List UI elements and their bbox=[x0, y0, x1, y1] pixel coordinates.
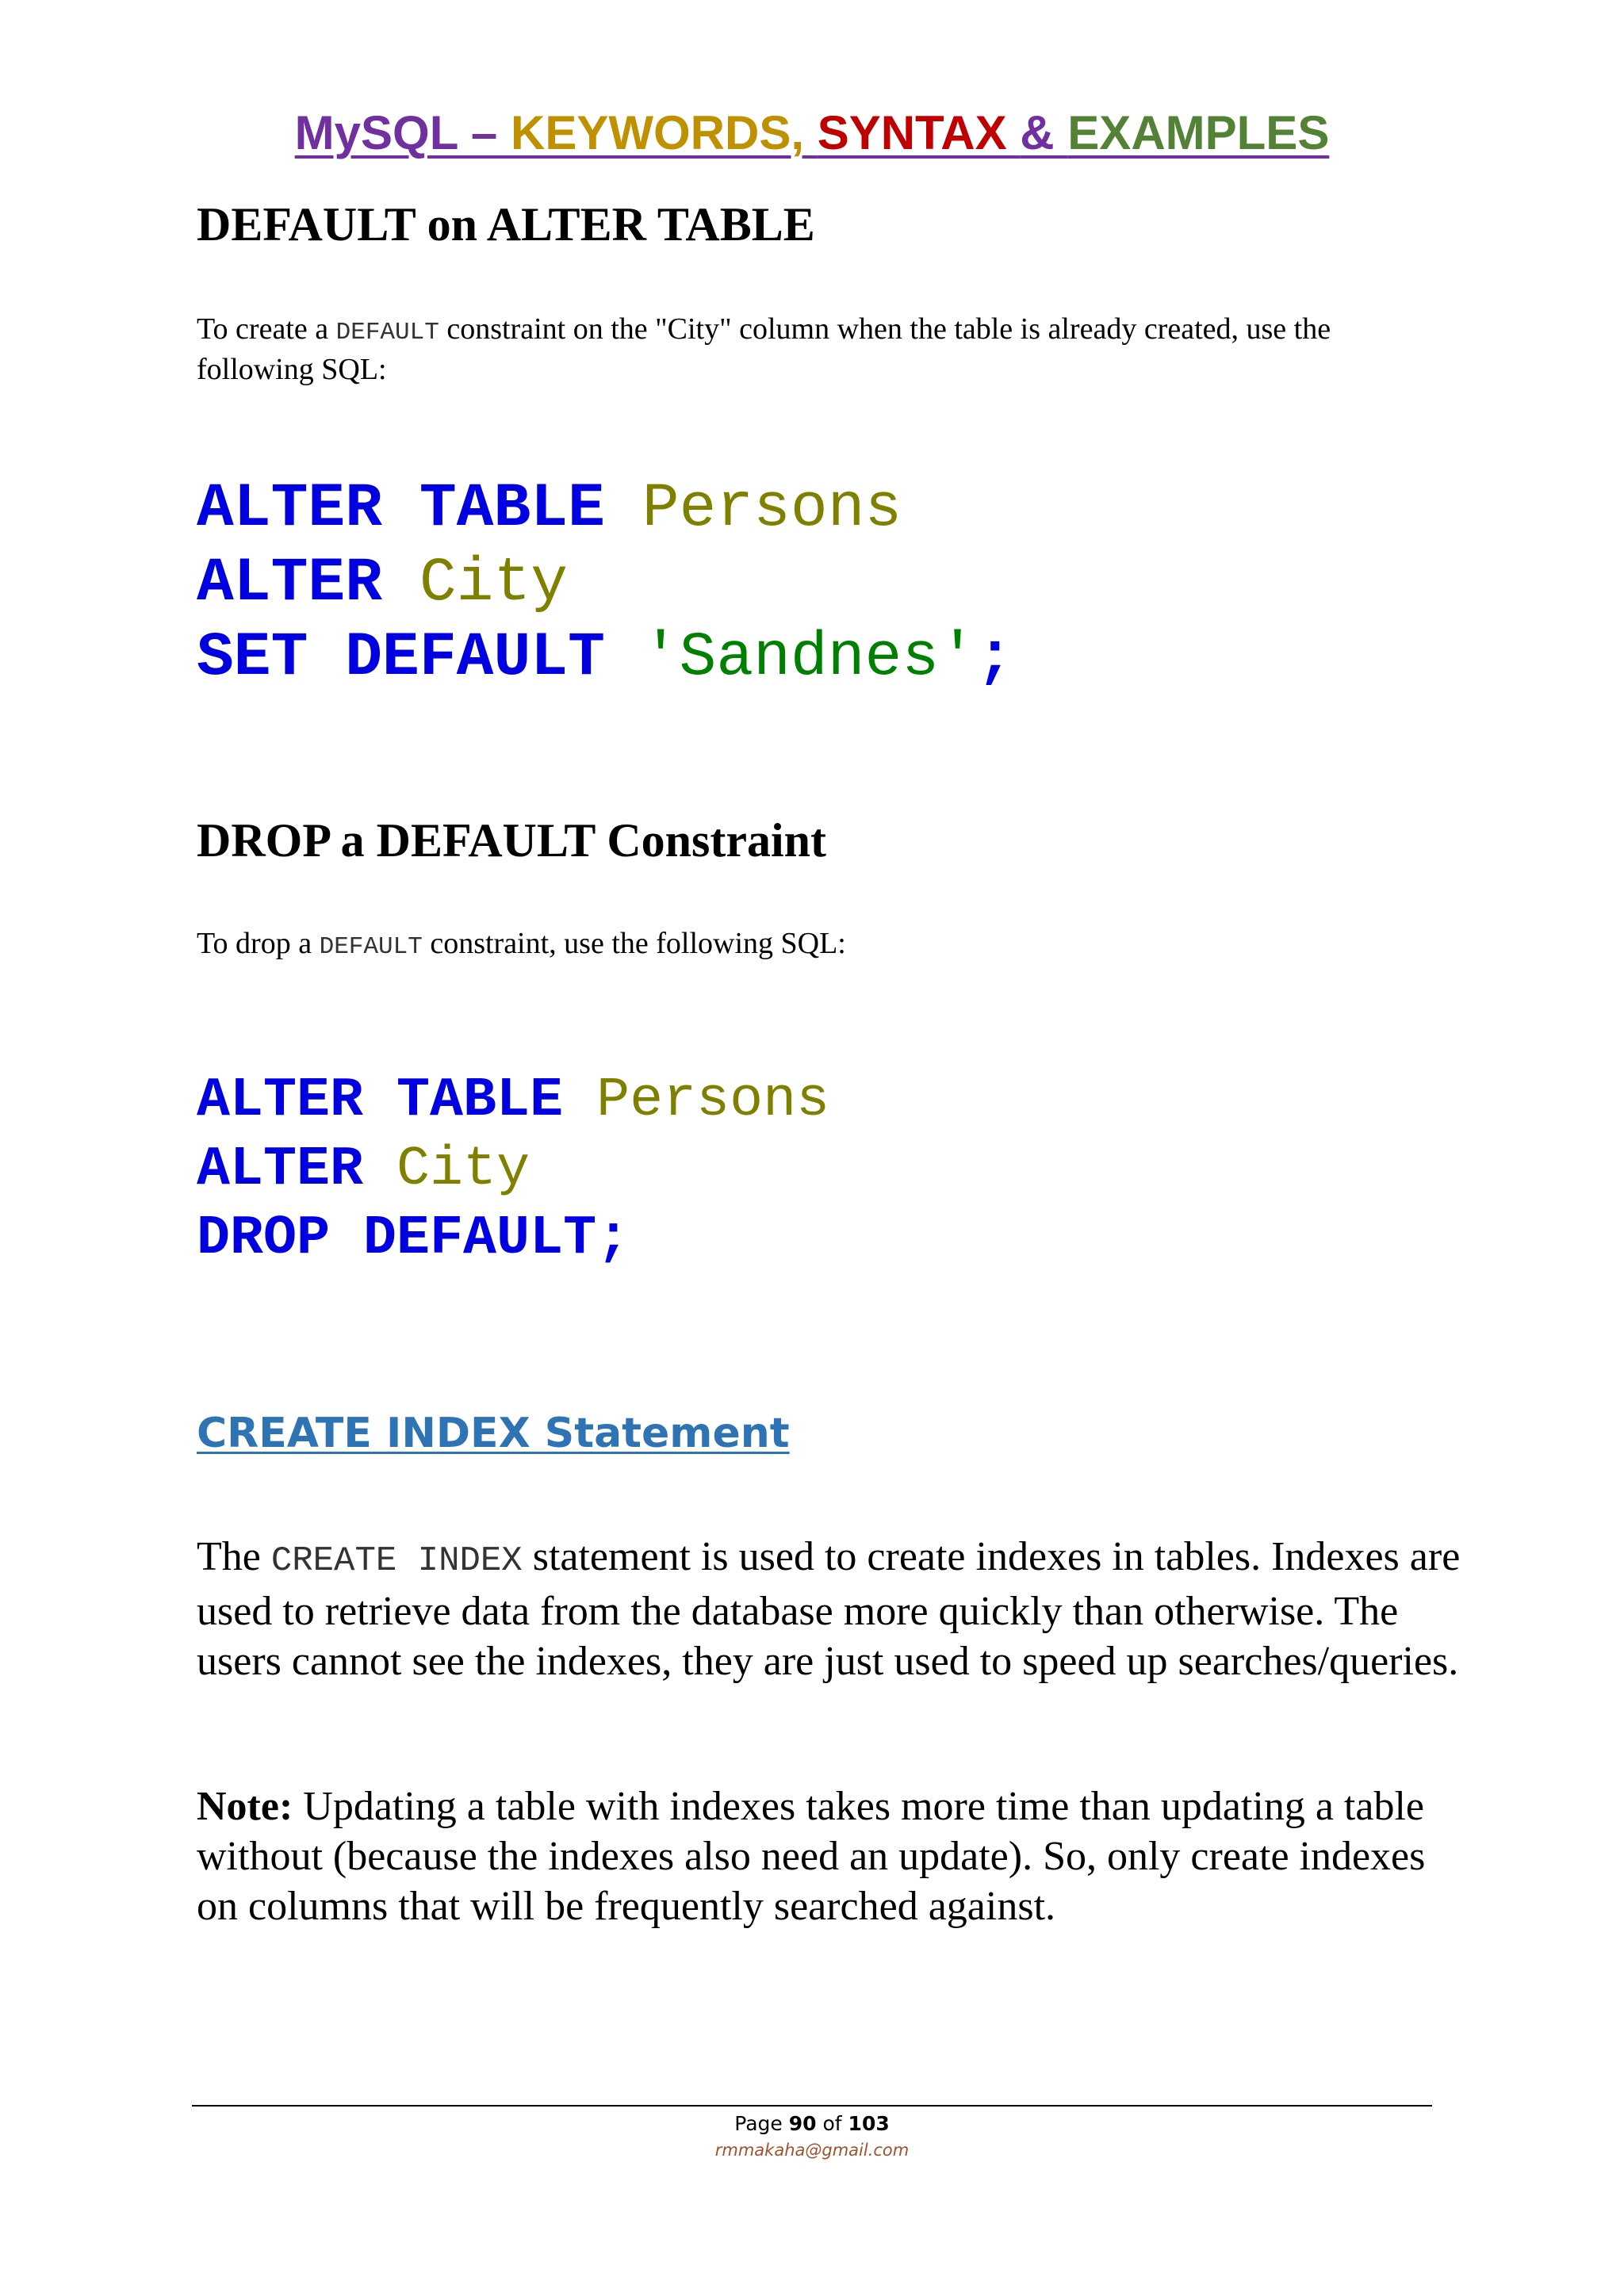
intro-2-code: DEFAULT bbox=[319, 933, 423, 961]
code2-token-3-1: DROP DEFAULT; bbox=[197, 1207, 630, 1270]
heading-default-on-alter-table: DEFAULT on ALTER TABLE bbox=[197, 198, 815, 251]
para-text-b: statement is used to create indexes in tables. Indexes are used to retrieve data from the database more quickly than otherwise. The users cannot see the indexes, they are just used to speed up searches/queries. bbox=[197, 1534, 1461, 1684]
intro-paragraph-1 bbox=[197, 311, 1434, 388]
code1-line-3 bbox=[197, 621, 1013, 695]
page-of: of bbox=[816, 2112, 848, 2135]
code1-line-2 bbox=[197, 546, 1013, 621]
header-mysql: MySQL – bbox=[294, 106, 511, 159]
code1-token-2-1: ALTER bbox=[197, 549, 419, 618]
header-ampersand: & bbox=[1020, 106, 1068, 159]
intro-2-text-a: To drop a bbox=[197, 927, 320, 960]
code2-token-1-2: Persons bbox=[596, 1070, 830, 1132]
heading-create-index-statement[interactable]: CREATE INDEX Statement bbox=[197, 1410, 790, 1457]
note-text: Updating a table with indexes takes more time than updating a table without (because the indexes also need an update). So, only create indexes on columns that will be frequently searched against. bbox=[197, 1784, 1426, 1929]
create-index-paragraph bbox=[197, 1532, 1465, 1686]
code1-token-1-2: Persons bbox=[642, 474, 902, 544]
intro-1-text-a: To create a bbox=[197, 312, 336, 346]
code2-line-3 bbox=[197, 1204, 829, 1273]
para-code-create-index: CREATE INDEX bbox=[270, 1541, 523, 1581]
code2-line-1 bbox=[197, 1066, 829, 1135]
header-examples: EXAMPLES bbox=[1067, 106, 1330, 159]
code1-token-3-3: ; bbox=[975, 623, 1013, 693]
code2-line-2 bbox=[197, 1135, 829, 1204]
code2-token-1-1: ALTER TABLE bbox=[197, 1070, 597, 1132]
note-paragraph bbox=[197, 1781, 1465, 1931]
code-block-alter-set-default bbox=[197, 472, 1013, 695]
heading-drop-default-constraint: DROP a DEFAULT Constraint bbox=[197, 814, 827, 867]
page-label: Page bbox=[734, 2112, 789, 2135]
code1-line-1 bbox=[197, 472, 1013, 546]
note-label: Note: bbox=[197, 1784, 293, 1829]
page-current: 90 bbox=[788, 2112, 817, 2135]
code2-token-2-2: City bbox=[396, 1138, 530, 1201]
header-syntax: SYNTAX bbox=[817, 106, 1021, 159]
para-text-a: The bbox=[197, 1534, 271, 1579]
code1-token-1-1: ALTER TABLE bbox=[197, 474, 642, 544]
code-block-drop-default bbox=[197, 1066, 829, 1273]
document-header bbox=[0, 101, 1624, 165]
footer-page-number bbox=[0, 2110, 1624, 2137]
code1-token-3-2: 'Sandnes' bbox=[642, 623, 976, 693]
code1-token-2-2: City bbox=[419, 549, 569, 618]
code1-token-3-1: SET DEFAULT bbox=[197, 623, 642, 693]
footer-email: rmmakaha@gmail.com bbox=[714, 2141, 910, 2160]
intro-2-text-b: constraint, use the following SQL: bbox=[422, 927, 846, 960]
intro-1-text-b: constraint on the "City" column when the table is already created, use the following SQL: bbox=[197, 312, 1331, 386]
intro-1-code: DEFAULT bbox=[335, 319, 439, 346]
page-total: 103 bbox=[848, 2112, 890, 2135]
intro-paragraph-2 bbox=[197, 925, 1434, 966]
code2-token-2-1: ALTER bbox=[197, 1138, 397, 1201]
footer-divider bbox=[192, 2105, 1432, 2107]
header-keywords: KEYWORDS, bbox=[510, 106, 818, 159]
